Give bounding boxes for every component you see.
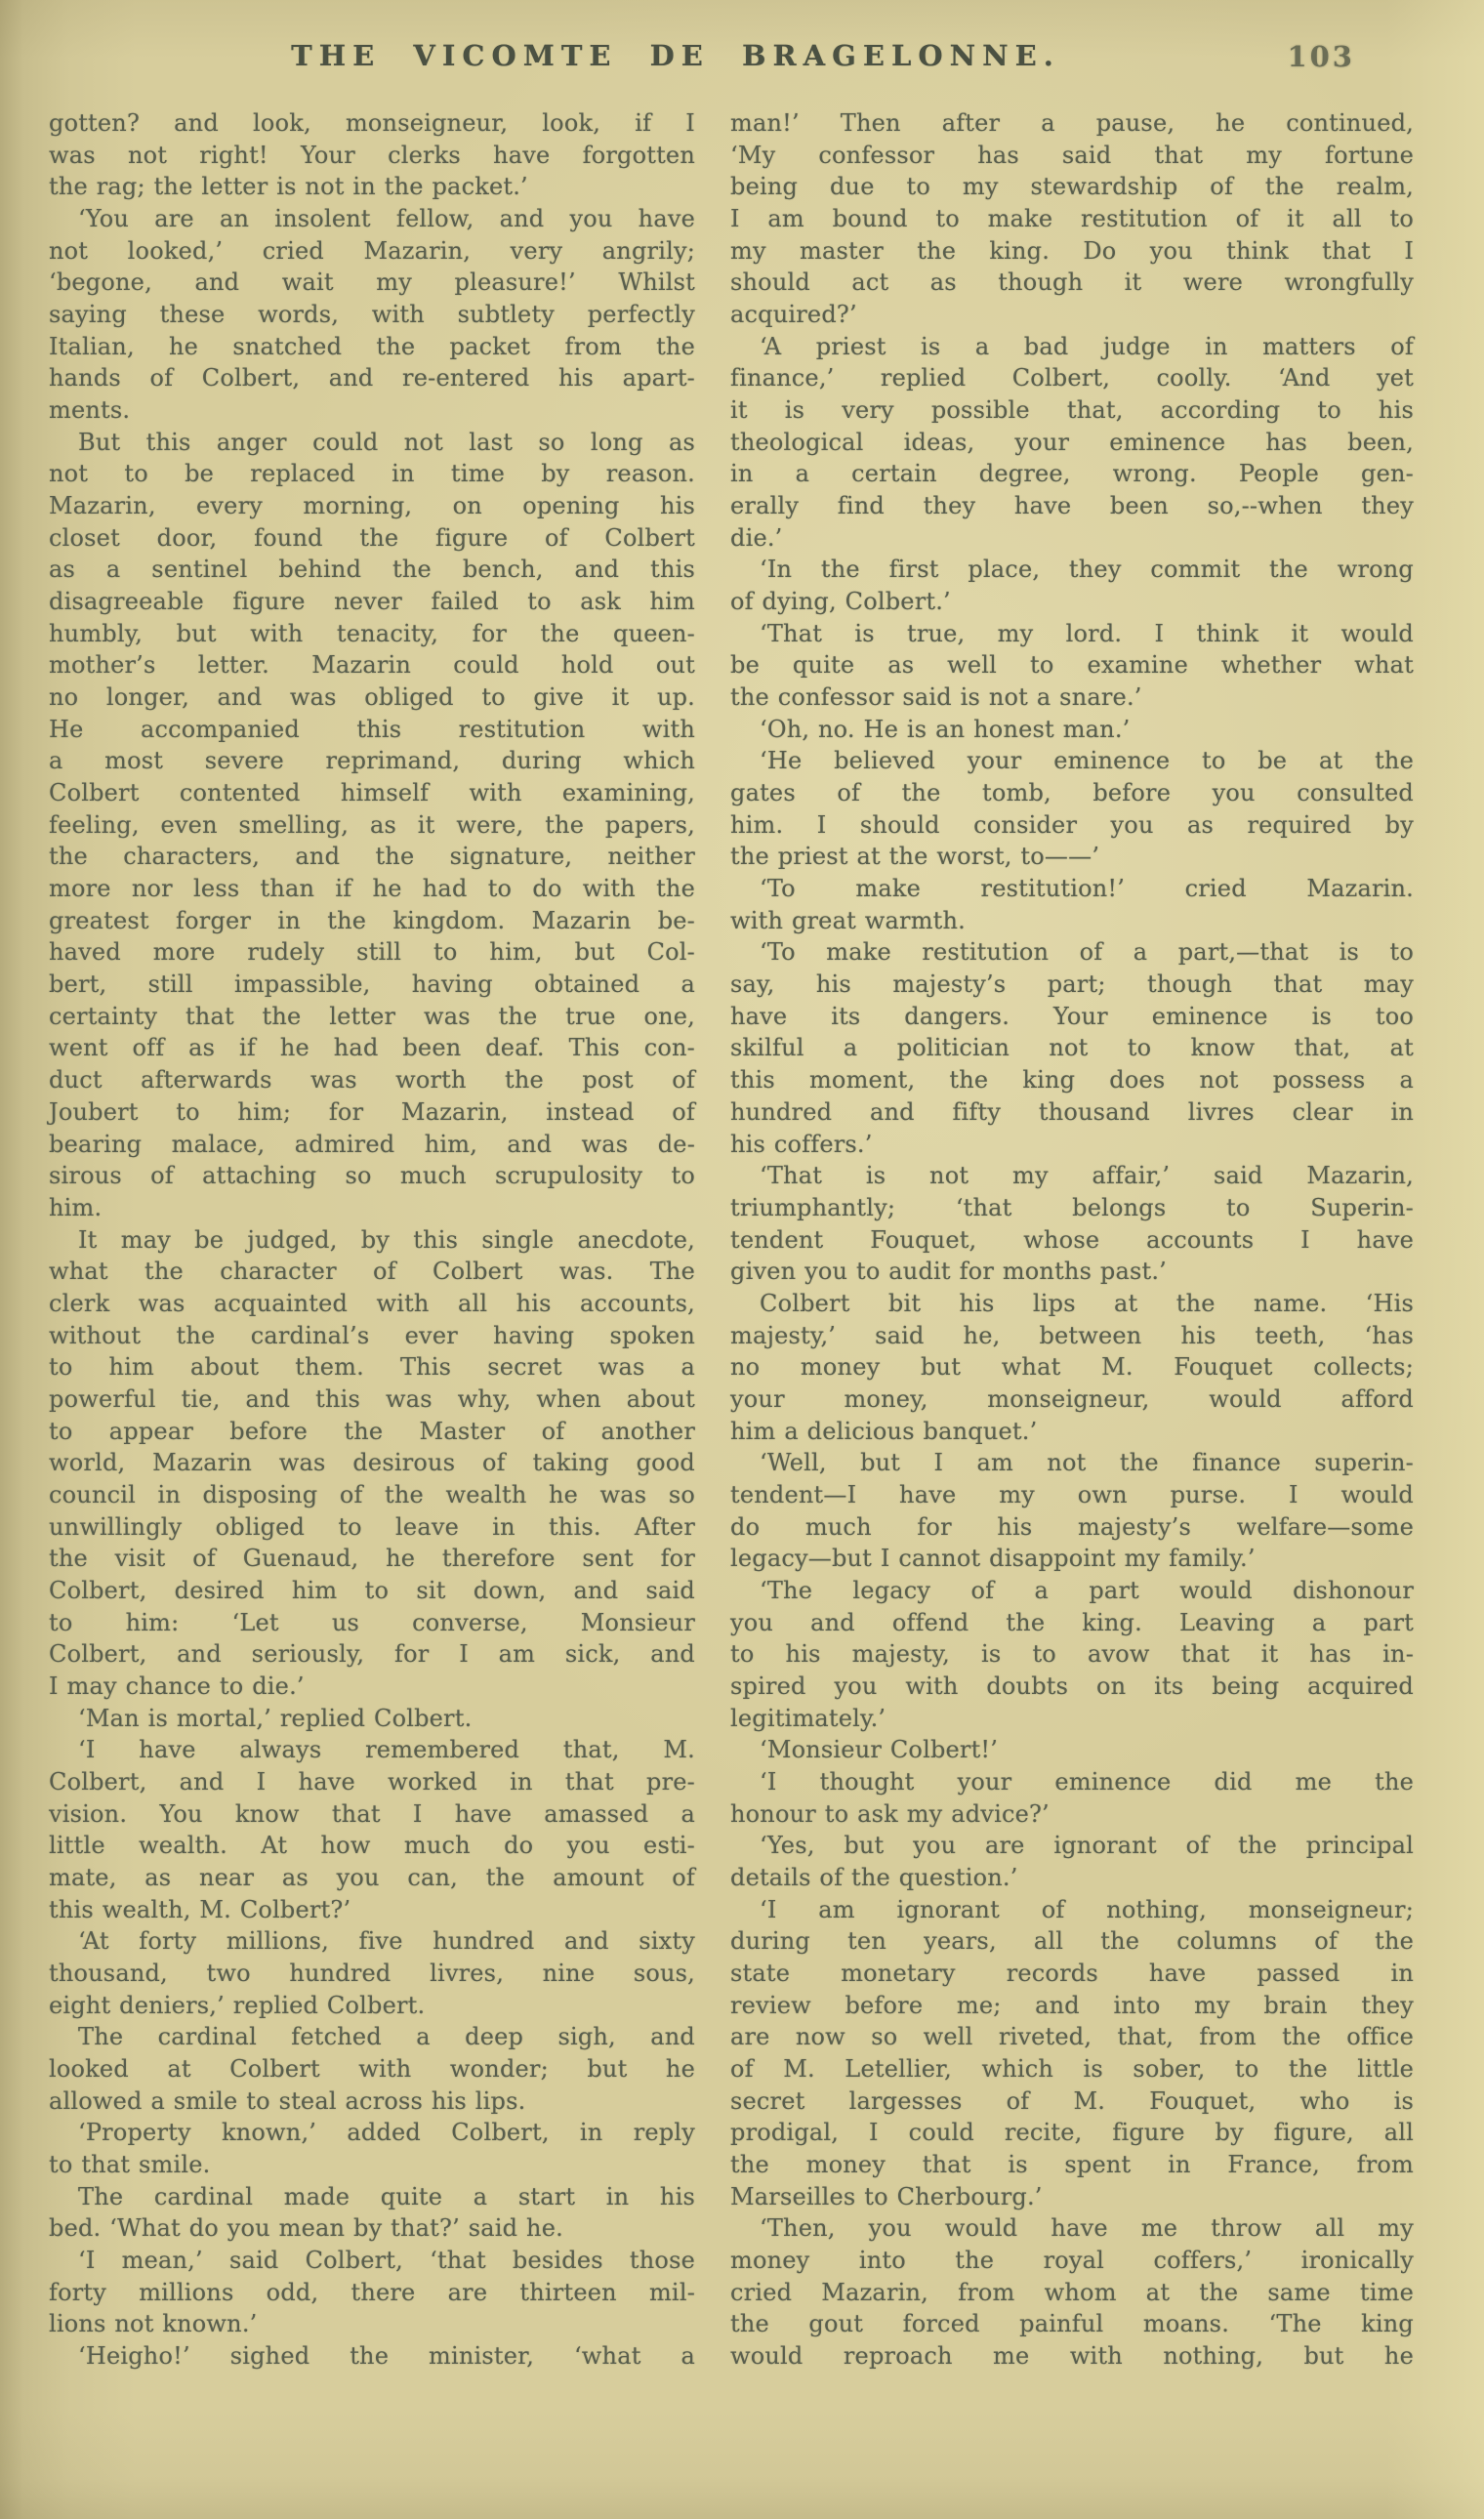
text-line: with great warmth. [730,906,966,934]
text-line: I may chance to die.’ [49,1672,305,1700]
text-line: ‘To make restitution of a part,—that is to [760,938,1414,967]
text-line: hundred and fifty thousand livres clear in [730,1097,1414,1126]
text-line: powerful tie, and this was why, when about [49,1384,695,1413]
text-line: what the character of Colbert was. The [49,1258,695,1286]
text-line: honour to ask my advice?’ [730,1799,1050,1828]
text-line: ‘I am ignorant of nothing, monseigneur; [760,1895,1414,1923]
text-line: should act as though it were wrongfully [730,268,1414,297]
text-line: duct afterwards was worth the post of [49,1066,695,1094]
text-line: Colbert, desired him to sit down, and said [49,1576,695,1604]
text-line: ‘begone, and wait my pleasure!’ Whilst [49,268,695,297]
text-line: during ten years, all the columns of the [730,1927,1414,1956]
text-line: acquired?’ [730,301,857,329]
page-number: 103 [1287,40,1355,73]
text-line: not to be replaced in time by reason. [49,460,695,488]
text-line: sirous of attaching so much scrupulosity to [49,1162,695,1190]
text-line: allowed a smile to steal across his lips. [49,2086,526,2115]
text-line: say, his majesty’s part; though that may [730,970,1414,999]
text-line: of dying, Colbert.’ [730,588,951,616]
text-line: prodigal, I could recite, figure by figure, all [730,2119,1414,2147]
text-line: bearing malace, admired him, and was de- [49,1130,695,1158]
text-line: ‘My confessor has said that my fortune [730,141,1414,169]
text-line: closet door, found the figure of Colbert [49,523,695,552]
text-line: it is very possible that, according to his [730,396,1414,425]
text-line: little wealth. At how much do you esti- [49,1832,695,1860]
text-line: a most severe reprimand, during which [49,747,695,775]
text-line: the money that is spent in France, from [730,2151,1414,2178]
text-line: theological ideas, your eminence has been, [730,428,1414,456]
text-line: him. I should consider you as required by [730,810,1414,839]
text-line: his coffers.’ [730,1130,873,1158]
text-line: Joubert to him; for Mazarin, instead of [49,1097,695,1126]
text-line: world, Mazarin was desirous of taking good [49,1449,695,1477]
text-line: the characters, and the signature, neither [49,843,695,871]
text-line: your money, monseigneur, would afford [730,1384,1414,1413]
text-line: mother’s letter. Mazarin could hold out [49,651,695,680]
text-line: to his majesty, is to avow that it has in- [730,1640,1414,1669]
text-line: have its dangers. Your eminence is too [730,1002,1414,1030]
text-line: of M. Letellier, which is sober, to the little [730,2054,1414,2083]
text-line: cried Mazarin, from whom at the same time [730,2278,1414,2306]
page-title: THE VICOMTE DE BRAGELONNE. [291,39,1060,72]
text-line: council in disposing of the wealth he was so [49,1480,695,1508]
text-line: vision. You know that I have amassed a [49,1799,695,1828]
text-line: He accompanied this restitution with [49,715,695,743]
text-line: ments. [49,396,131,425]
text-line: ‘Property known,’ added Colbert, in reply [78,2119,695,2147]
text-line: skilful a politician not to know that, at [730,1034,1414,1062]
text-line: money into the royal coffers,’ ironically [730,2247,1414,2275]
text-line: hands of Colbert, and re-entered his apart- [49,364,695,392]
text-line: not looked,’ cried Mazarin, very angrily; [49,236,695,265]
text-line: ‘You are an insolent fellow, and you have [78,205,695,233]
text-line: disagreeable figure never failed to ask him [49,588,695,616]
text-line: tendent—I have my own purse. I would [730,1480,1414,1508]
text-line: no money but what M. Fouquet collects; [730,1353,1414,1382]
text-line: legitimately.’ [730,1704,886,1732]
text-line: Colbert, and I have worked in that pre- [49,1767,695,1796]
text-line: ‘In the first place, they commit the wrong [760,556,1414,584]
text-line: gates of the tomb, before you consulted [730,779,1414,807]
text-line: ‘Man is mortal,’ replied Colbert. [78,1704,473,1732]
text-line: forty millions odd, there are thirteen mil- [49,2278,695,2306]
text-line: lions not known.’ [49,2310,258,2338]
text-line: It may be judged, by this single anecdote, [78,1225,695,1254]
text-line: him a delicious banquet.’ [730,1417,1038,1445]
text-line: Colbert bit his lips at the name. ‘His [760,1289,1414,1317]
text-line: ‘Yes, but you are ignorant of the principal [760,1832,1414,1860]
text-line: would reproach me with nothing, but he [730,2342,1414,2371]
text-line: saying these words, with subtlety perfectly [49,301,695,329]
text-line: the confessor said is not a snare.’ [730,683,1142,712]
text-line: went off as if he had been deaf. This con- [49,1034,695,1062]
text-line: ‘To make restitution!’ cried Mazarin. [760,875,1414,903]
text-line: him. [49,1193,103,1221]
text-line: But this anger could not last so long as [78,428,695,456]
text-line: are now so well riveted, that, from the office [730,2023,1414,2051]
text-line: my master the king. Do you think that I [730,236,1414,265]
right-text-column [730,107,1414,2373]
text-line: man!’ Then after a pause, he continued, [730,109,1414,137]
text-line: I am bound to make restitution of it all to [730,205,1414,233]
text-line: ‘I have always remembered that, M. [78,1736,695,1764]
text-line: The cardinal made quite a start in his [78,2182,695,2210]
text-line: to him: ‘Let us converse, Monsieur [49,1608,695,1636]
text-line: review before me; and into my brain they [730,1991,1414,2019]
text-line: the priest at the worst, to——’ [730,843,1100,871]
text-line: ‘Well, but I am not the finance superin- [760,1449,1414,1477]
text-line: ‘A priest is a bad judge in matters of [760,332,1414,360]
text-line: Marseilles to Cherbourg.’ [730,2182,1043,2210]
text-line: spired you with doubts on its being acquired [730,1672,1414,1700]
text-line: certainty that the letter was the true one, [49,1002,695,1030]
text-line: be quite as well to examine whether what [730,651,1414,680]
text-line: the visit of Guenaud, he therefore sent for [49,1545,695,1573]
text-line: greatest forger in the kingdom. Mazarin be- [49,906,695,934]
text-line: ‘Then, you would have me throw all my [760,2214,1414,2243]
text-line: given you to audit for months past.’ [730,1258,1168,1286]
text-line: haved more rudely still to him, but Col- [49,938,695,967]
text-line: ‘Heigho!’ sighed the minister, ‘what a [78,2342,695,2371]
text-line: ‘At forty millions, five hundred and sixty [78,1927,695,1956]
text-line: as a sentinel behind the bench, and this [49,556,695,584]
text-line: details of the question.’ [730,1863,1018,1891]
text-line: you and offend the king. Leaving a part [730,1608,1414,1636]
text-line: humbly, but with tenacity, for the queen- [49,619,695,647]
text-line: the rag; the letter is not in the packet.’ [49,173,528,201]
text-line: secret largesses of M. Fouquet, who is [730,2086,1414,2115]
text-line: eight deniers,’ replied Colbert. [49,1991,426,2019]
text-line: clerk was acquainted with all his accounts, [49,1289,695,1317]
text-line: mate, as near as you can, the amount of [49,1863,695,1891]
text-line: no longer, and was obliged to give it up. [49,683,695,712]
text-line: Colbert, and seriously, for I am sick, and [49,1640,695,1669]
text-line: finance,’ replied Colbert, coolly. ‘And yet [730,364,1414,392]
text-line: erally find they have been so,--when they [730,492,1414,520]
text-line: was not right! Your clerks have forgotten [49,141,695,169]
text-line: majesty,’ said he, between his teeth, ‘has [730,1321,1414,1349]
text-line: being due to my stewardship of the realm, [730,173,1414,201]
text-line: Mazarin, every morning, on opening his [49,492,695,520]
text-line: in a certain degree, wrong. People gen- [730,460,1414,488]
text-line: ‘I mean,’ said Colbert, ‘that besides those [78,2247,695,2275]
text-line: more nor less than if he had to do with the [49,875,695,903]
text-line: ‘The legacy of a part would dishonour [760,1576,1414,1604]
text-line: do much for his majesty’s welfare—some [730,1512,1414,1541]
text-line: bert, still impassible, having obtained a [49,970,695,999]
text-line: the gout forced painful moans. ‘The king [730,2310,1414,2338]
text-line: unwillingly obliged to leave in this. After [49,1512,695,1541]
text-line: looked at Colbert with wonder; but he [49,2054,695,2083]
text-line: feeling, even smelling, as it were, the papers, [49,810,695,839]
text-line: die.’ [730,523,783,552]
text-line: to appear before the Master of another [49,1417,695,1445]
text-line: Colbert contented himself with examining, [49,779,695,807]
text-line: ‘Oh, no. He is an honest man.’ [760,715,1131,743]
text-line: ‘That is true, my lord. I think it would [760,619,1414,647]
text-line: this moment, the king does not possess a [730,1066,1414,1094]
text-line: Italian, he snatched the packet from the [49,332,695,360]
text-line: bed. ‘What do you mean by that?’ said he. [49,2214,563,2243]
text-line: thousand, two hundred livres, nine sous, [49,1959,695,1987]
text-line: without the cardinal’s ever having spoken [49,1321,695,1349]
text-line: gotten? and look, monseigneur, look, if I [49,109,695,137]
text-line: this wealth, M. Colbert?’ [49,1895,351,1923]
text-line: to that smile. [49,2151,211,2178]
page-header [0,39,1484,84]
left-text-column [49,107,695,2373]
text-line: ‘Monsieur Colbert!’ [760,1736,999,1764]
text-line: ‘I thought your eminence did me the [760,1767,1414,1796]
text-line: to him about them. This secret was a [49,1353,695,1382]
text-line: triumphantly; ‘that belongs to Superin- [730,1193,1414,1221]
text-line: The cardinal fetched a deep sigh, and [78,2023,695,2051]
text-line: ‘He believed your eminence to be at the [760,747,1414,775]
text-line: state monetary records have passed in [730,1959,1414,1987]
text-line: legacy—but I cannot disappoint my family.’ [730,1545,1256,1573]
text-line: ‘That is not my affair,’ said Mazarin, [760,1162,1414,1190]
text-line: tendent Fouquet, whose accounts I have [730,1225,1414,1254]
